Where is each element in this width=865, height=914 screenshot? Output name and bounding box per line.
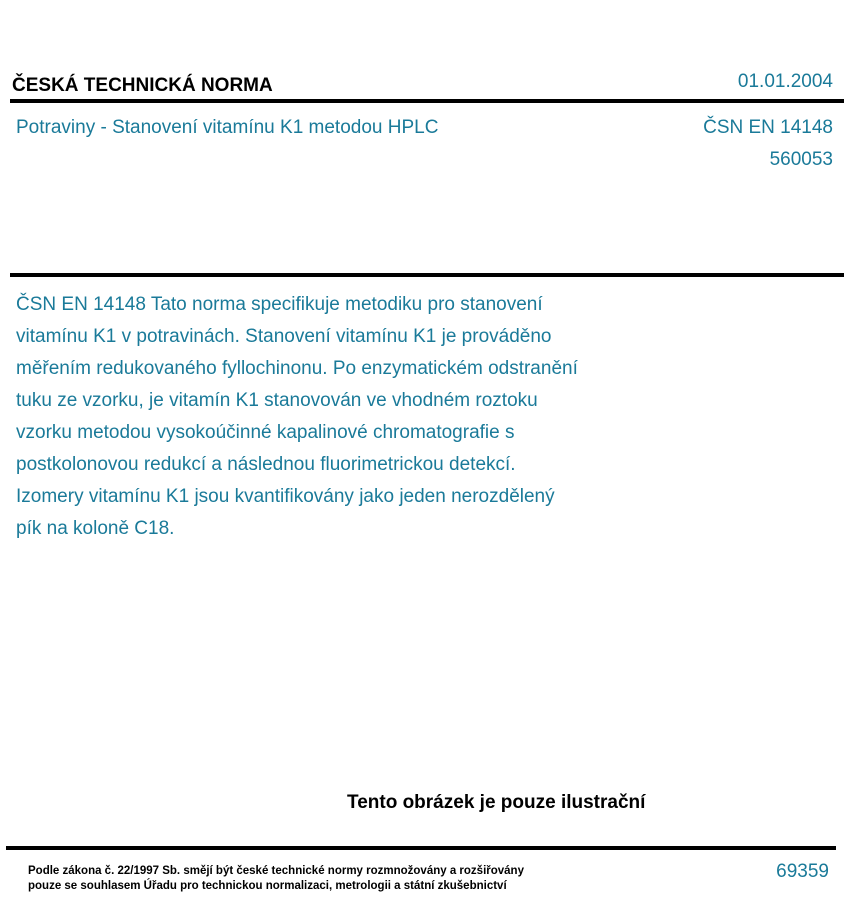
footer-divider bbox=[6, 846, 836, 850]
abstract-line: měřením redukovaného fyllochinonu. Po enzymatickém odstranění bbox=[16, 358, 578, 379]
illustration-disclaimer: Tento obrázek je pouze ilustrační bbox=[347, 792, 646, 813]
document-header-title: ČESKÁ TECHNICKÁ NORMA bbox=[12, 75, 273, 96]
abstract-line: vitamínu K1 v potravinách. Stanovení vitamínu K1 je prováděno bbox=[16, 326, 552, 347]
abstract-line: pík na koloně C18. bbox=[16, 518, 175, 539]
classification-number: 560053 bbox=[769, 149, 833, 170]
abstract-line: ČSN EN 14148 Tato norma specifikuje metodiku pro stanovení bbox=[16, 294, 543, 315]
standard-number: ČSN EN 14148 bbox=[703, 117, 833, 138]
abstract-line: vzorku metodou vysokoúčinné kapalinové chromatografie s bbox=[16, 422, 515, 443]
abstract-line: tuku ze vzorku, je vitamín K1 stanovován ve vhodném roztoku bbox=[16, 390, 538, 411]
header-divider bbox=[10, 99, 844, 103]
legal-notice-line: Podle zákona č. 22/1997 Sb. smějí být české technické normy rozmnožovány a rozšiřovány bbox=[28, 865, 524, 877]
abstract-line: Izomery vitamínu K1 jsou kvantifikovány jako jeden nerozdělený bbox=[16, 486, 555, 507]
abstract-text bbox=[16, 289, 676, 545]
legal-notice bbox=[28, 864, 524, 894]
publication-date: 01.01.2004 bbox=[737, 71, 833, 92]
document-id: 69359 bbox=[776, 861, 829, 882]
legal-notice-line: pouze se souhlasem Úřadu pro technickou normalizaci, metrologii a státní zkušebnictví bbox=[28, 880, 507, 892]
standard-subject: Potraviny - Stanovení vitamínu K1 metodou HPLC bbox=[16, 117, 439, 138]
section-divider bbox=[10, 273, 844, 277]
abstract-line: postkolonovou redukcí a následnou fluorimetrickou detekcí. bbox=[16, 454, 516, 475]
